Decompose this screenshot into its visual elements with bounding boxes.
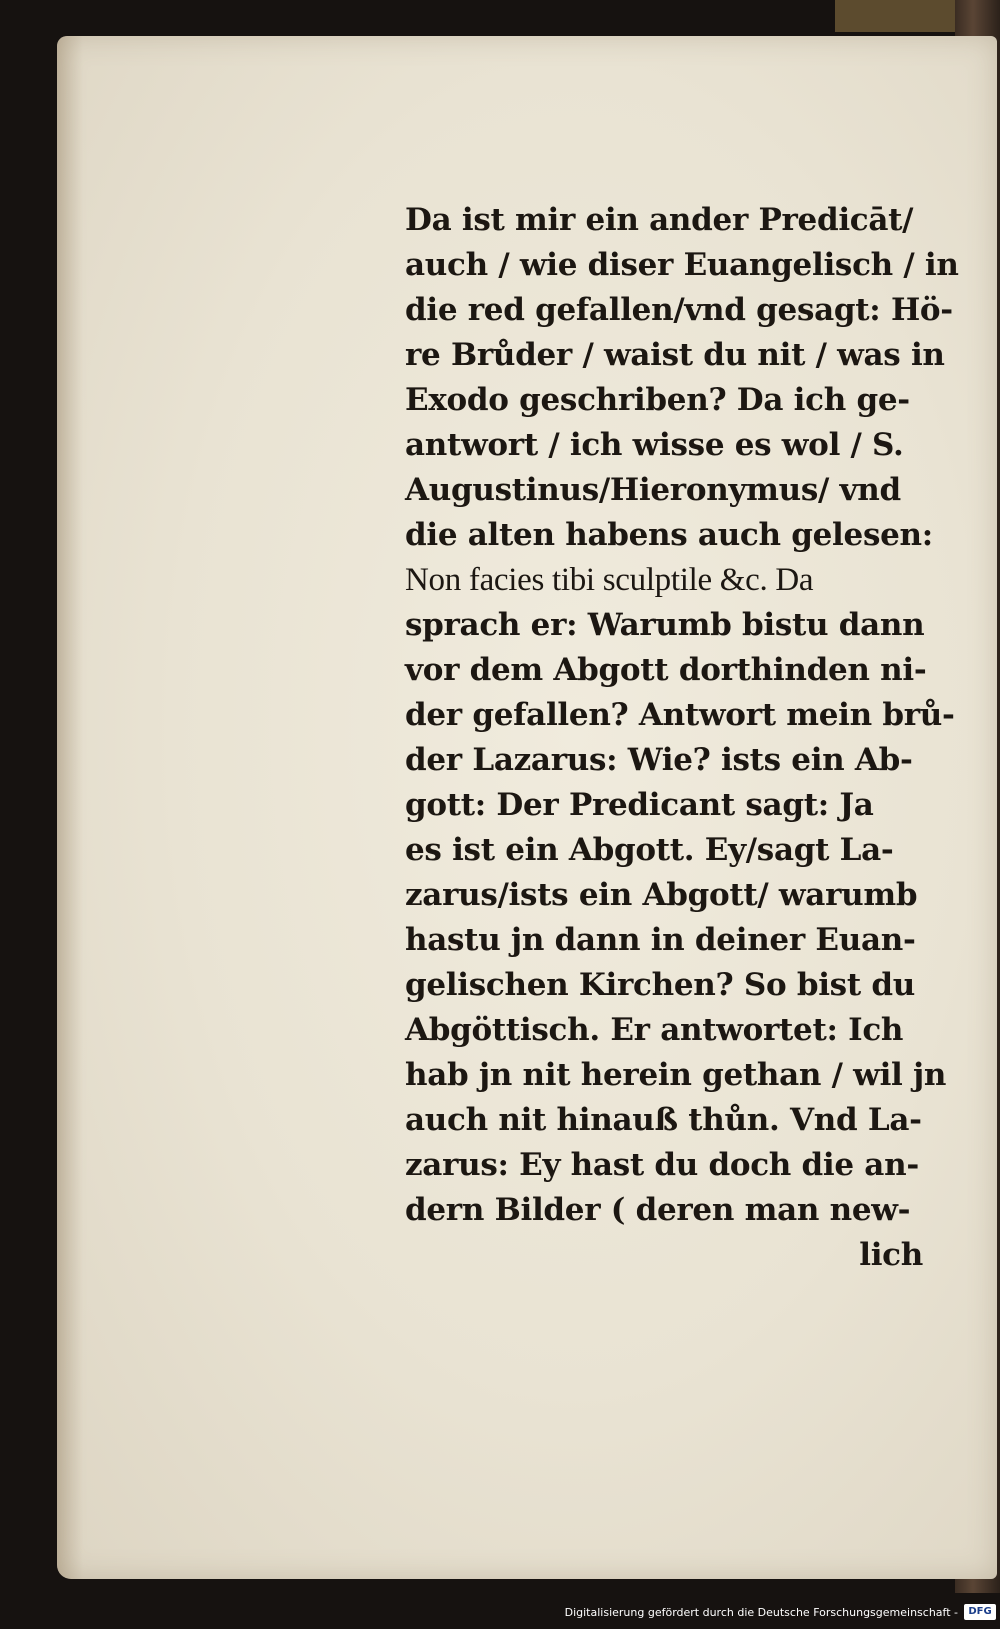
catchword: lich <box>859 1237 923 1273</box>
text-line: Non facies tibi sculptile &c. Da <box>405 562 814 598</box>
text-line: auch / wie diser Euangelisch / in <box>405 247 959 283</box>
text-line: antwort / ich wisse es wol / S. <box>405 427 904 463</box>
footer-bar <box>0 1593 1000 1629</box>
text-line: Exodo geschriben? Da ich ge- <box>405 382 910 418</box>
text-line: zarus/ists ein Abgott/ warumb <box>405 877 918 913</box>
text-line: gelischen Kirchen? So bist du <box>405 967 915 1003</box>
text-line: es ist ein Abgott. Ey/sagt La- <box>405 832 894 868</box>
dfg-logo: DFG <box>964 1604 996 1620</box>
page-text <box>405 198 995 1278</box>
text-line: hastu jn dann in deiner Euan- <box>405 922 916 958</box>
text-line: dern Bilder ( deren man new- <box>405 1192 911 1228</box>
text-line: re Brůder / waist du nit / was in <box>405 337 945 373</box>
text-line: der gefallen? Antwort mein brů- <box>405 697 955 733</box>
funding-credit: Digitalisierung gefördert durch die Deutsche Forschungsgemeinschaft - <box>564 1606 958 1619</box>
book-page <box>57 36 997 1579</box>
text-line: Da ist mir ein ander Predicāt/ <box>405 202 914 238</box>
text-line: die red gefallen/vnd gesagt: Hö- <box>405 292 953 328</box>
text-line: zarus: Ey hast du doch die an- <box>405 1147 919 1183</box>
text-line: Abgöttisch. Er antwortet: Ich <box>405 1012 904 1048</box>
text-line: sprach er: Warumb bistu dann <box>405 607 925 643</box>
text-line: vor dem Abgott dorthinden ni- <box>405 652 927 688</box>
text-line: Augustinus/Hieronymus/ vnd <box>405 472 901 508</box>
text-line: die alten habens auch gelesen: <box>405 517 933 553</box>
text-line: der Lazarus: Wie? ists ein Ab- <box>405 742 913 778</box>
text-line: hab jn nit herein gethan / wil jn <box>405 1057 947 1093</box>
text-line: auch nit hinauß thůn. Vnd La- <box>405 1102 922 1138</box>
text-line: gott: Der Predicant sagt: Ja <box>405 787 874 823</box>
